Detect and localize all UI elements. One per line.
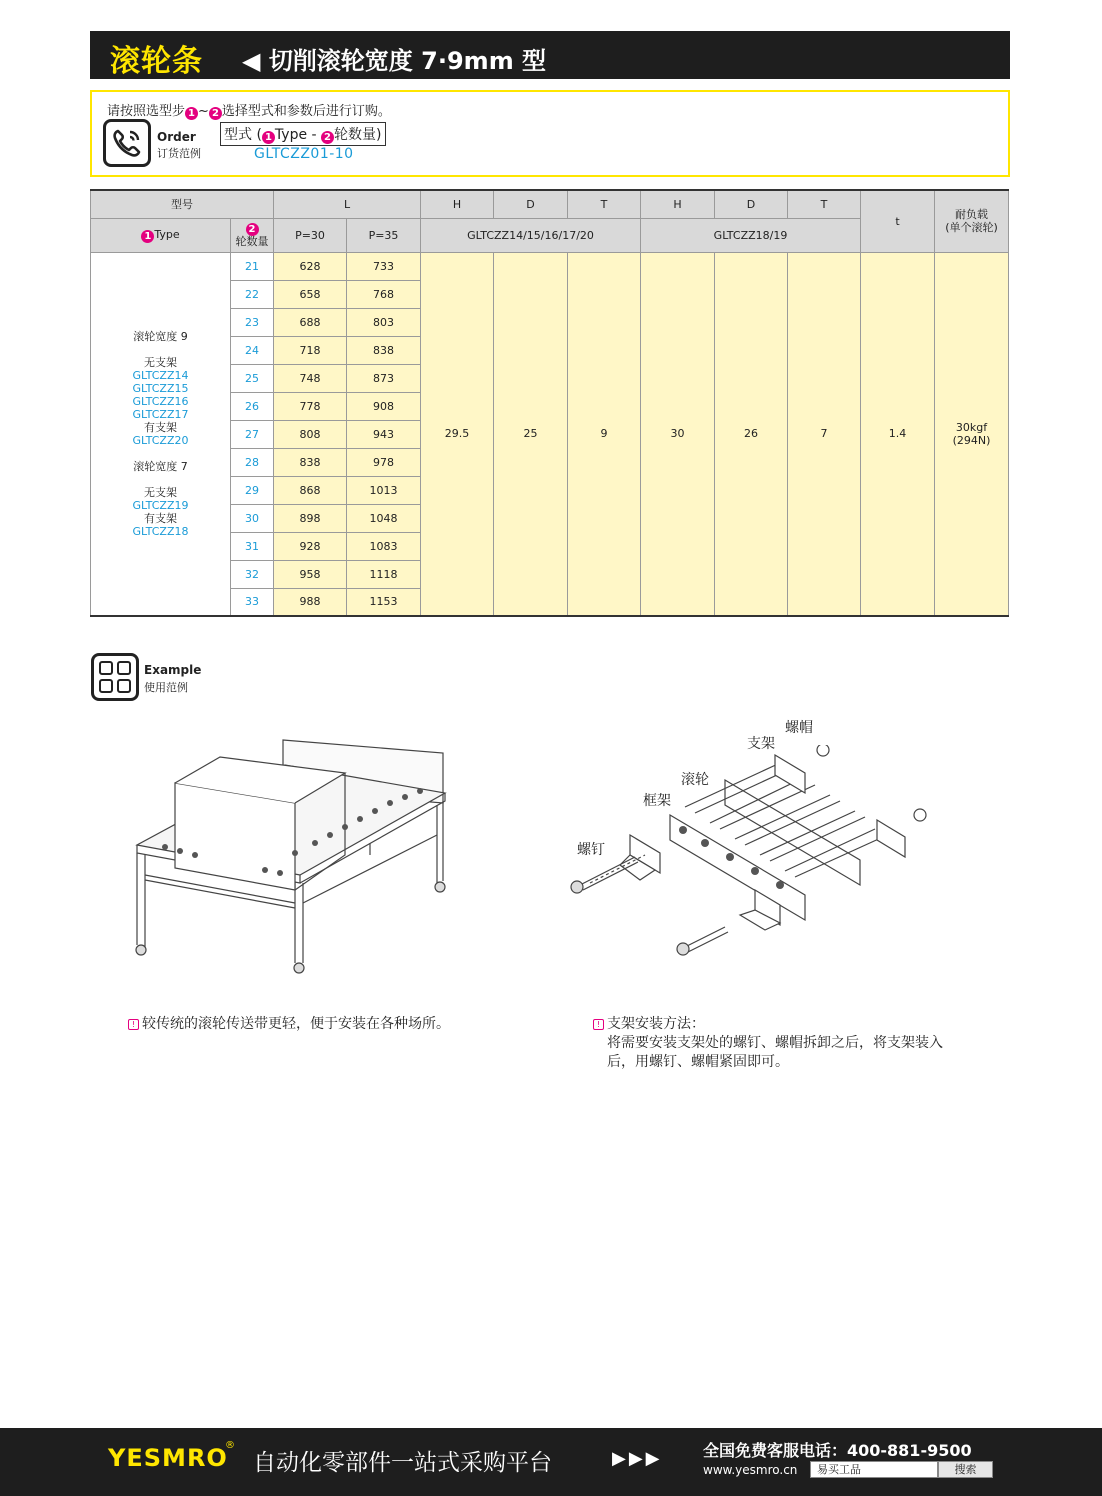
L-p35-cell: 873 bbox=[347, 364, 421, 392]
label-screw: 螺钉 bbox=[577, 842, 605, 858]
L-p35-cell: 803 bbox=[347, 308, 421, 336]
format-type: Type - bbox=[274, 127, 322, 143]
type-line: 无支架 bbox=[144, 355, 177, 369]
L-p30-cell: 898 bbox=[274, 504, 347, 532]
type-line: GLTCZZ17 bbox=[132, 407, 189, 421]
L-p30-cell: 928 bbox=[274, 532, 347, 560]
th-p30: P=30 bbox=[274, 218, 347, 252]
order-format bbox=[220, 122, 386, 146]
note-right-title: 支架安装方法： bbox=[607, 1016, 705, 1032]
qty-cell: 25 bbox=[231, 364, 274, 392]
registered-mark: ® bbox=[225, 1440, 235, 1451]
qty-cell: 29 bbox=[231, 476, 274, 504]
type-line: GLTCZZ16 bbox=[132, 394, 189, 408]
search-button[interactable]: 搜索 bbox=[938, 1461, 993, 1478]
spec-h1-cell: 29.5 bbox=[421, 252, 494, 616]
info-icon: ! bbox=[593, 1019, 604, 1030]
note-left bbox=[128, 1015, 450, 1034]
qty-cell: 33 bbox=[231, 588, 274, 616]
type-line bbox=[91, 343, 230, 356]
L-p35-cell: 1153 bbox=[347, 588, 421, 616]
page-header bbox=[90, 31, 1010, 79]
page-footer bbox=[0, 1428, 1102, 1496]
L-p35-cell: 1083 bbox=[347, 532, 421, 560]
L-p35-cell: 978 bbox=[347, 448, 421, 476]
spec-d2-cell: 26 bbox=[715, 252, 788, 616]
th-load: 耐负载 (单个滚轮) bbox=[935, 190, 1009, 252]
order-example-code: GLTCZZ01-10 bbox=[254, 146, 354, 162]
example-label-cn: 使用范例 bbox=[144, 681, 188, 694]
L-p30-cell: 988 bbox=[274, 588, 347, 616]
type-line: GLTCZZ20 bbox=[132, 433, 189, 447]
L-p35-cell: 838 bbox=[347, 336, 421, 364]
L-p35-cell: 733 bbox=[347, 252, 421, 280]
th-t: t bbox=[861, 190, 935, 252]
qty-cell: 27 bbox=[231, 420, 274, 448]
format-2-badge: 2 bbox=[321, 131, 334, 144]
label-roller: 滚轮 bbox=[681, 772, 709, 788]
grid-cell bbox=[99, 661, 113, 675]
step-1-badge: 1 bbox=[185, 107, 198, 120]
order-label-en: Order bbox=[157, 130, 196, 144]
spec-d1-cell: 25 bbox=[494, 252, 568, 616]
L-p35-cell: 1013 bbox=[347, 476, 421, 504]
L-p30-cell: 808 bbox=[274, 420, 347, 448]
hotline: 全国免费客服电话：400-881-9500 bbox=[703, 1441, 972, 1460]
L-p30-cell: 958 bbox=[274, 560, 347, 588]
th-qty-label: 轮数量 bbox=[235, 235, 269, 248]
table-row bbox=[91, 252, 1009, 280]
th-group2: GLTCZZ18/19 bbox=[641, 218, 861, 252]
spec-table bbox=[90, 189, 1009, 617]
page-title: ◀ 切削滚轮宽度 7·9mm 型 bbox=[242, 47, 547, 75]
L-p30-cell: 658 bbox=[274, 280, 347, 308]
note-left-text: 较传统的滚轮传送带更轻，便于安装在各种场所。 bbox=[142, 1016, 450, 1032]
hint-tilde: ~ bbox=[198, 104, 209, 119]
L-p30-cell: 688 bbox=[274, 308, 347, 336]
format-1-badge: 1 bbox=[262, 131, 275, 144]
grid-cell bbox=[117, 661, 131, 675]
qty-cell: 26 bbox=[231, 392, 274, 420]
th-H1: H bbox=[421, 190, 494, 218]
th-H2: H bbox=[641, 190, 715, 218]
qty-cell: 23 bbox=[231, 308, 274, 336]
order-label-cn: 订货范例 bbox=[157, 147, 201, 160]
spec-t-cell: 1.4 bbox=[861, 252, 935, 616]
type-badge: 1 bbox=[141, 230, 154, 243]
type-line: GLTCZZ19 bbox=[132, 498, 189, 512]
th-type-label: Type bbox=[154, 227, 180, 241]
conveyor-table-illustration bbox=[125, 735, 460, 985]
th-D1: D bbox=[494, 190, 568, 218]
qty-cell: 32 bbox=[231, 560, 274, 588]
th-T2: T bbox=[788, 190, 861, 218]
qty-cell: 31 bbox=[231, 532, 274, 560]
grid-cell bbox=[117, 679, 131, 693]
L-p35-cell: 1048 bbox=[347, 504, 421, 532]
th-D2: D bbox=[715, 190, 788, 218]
example-grid-icon bbox=[91, 653, 139, 701]
roller-bar-exploded-illustration bbox=[565, 745, 945, 965]
note-right-body1: 将需要安装支架处的螺钉、螺帽拆卸之后，将支架装入 bbox=[607, 1035, 943, 1051]
L-p30-cell: 718 bbox=[274, 336, 347, 364]
type-line: GLTCZZ15 bbox=[132, 381, 189, 395]
type-line: 无支架 bbox=[144, 485, 177, 499]
brand-logo: YESMRO bbox=[108, 1444, 228, 1472]
note-right-body2: 后，用螺钉、螺帽紧固即可。 bbox=[607, 1054, 789, 1070]
L-p35-cell: 1118 bbox=[347, 560, 421, 588]
qty-cell: 28 bbox=[231, 448, 274, 476]
L-p30-cell: 868 bbox=[274, 476, 347, 504]
spec-h2-cell: 30 bbox=[641, 252, 715, 616]
phone-icon bbox=[103, 119, 151, 167]
type-line: GLTCZZ14 bbox=[132, 368, 189, 382]
type-line: 有支架 bbox=[144, 420, 177, 434]
L-p35-cell: 768 bbox=[347, 280, 421, 308]
type-line: 滚轮宽度 9 bbox=[133, 329, 188, 343]
type-line: 有支架 bbox=[144, 511, 177, 525]
order-box bbox=[90, 90, 1010, 177]
info-icon: ! bbox=[128, 1019, 139, 1030]
th-T1: T bbox=[568, 190, 641, 218]
th-type bbox=[91, 218, 231, 252]
format-prefix: 型式 ( bbox=[224, 127, 262, 143]
qty-cell: 22 bbox=[231, 280, 274, 308]
spec-load-cell: 30kgf (294N) bbox=[935, 252, 1009, 616]
type-line bbox=[91, 447, 230, 460]
arrows-icon: ▶▶▶ bbox=[612, 1448, 663, 1469]
L-p30-cell: 628 bbox=[274, 252, 347, 280]
L-p35-cell: 908 bbox=[347, 392, 421, 420]
search-input[interactable]: 易买工品 bbox=[810, 1461, 938, 1478]
L-p30-cell: 778 bbox=[274, 392, 347, 420]
qty-badge: 2 bbox=[246, 223, 259, 236]
site-url[interactable]: www.yesmro.cn bbox=[703, 1463, 798, 1477]
L-p35-cell: 943 bbox=[347, 420, 421, 448]
type-line: 滚轮宽度 7 bbox=[133, 459, 188, 473]
type-list-cell bbox=[91, 252, 231, 616]
footer-slogan: 自动化零部件一站式采购平台 bbox=[253, 1450, 552, 1476]
note-right bbox=[593, 1015, 943, 1072]
label-frame: 框架 bbox=[643, 793, 671, 809]
grid-cell bbox=[99, 679, 113, 693]
spec-t1-cell: 9 bbox=[568, 252, 641, 616]
L-p30-cell: 748 bbox=[274, 364, 347, 392]
category-title: 滚轮条 bbox=[110, 44, 203, 79]
format-suffix: 轮数量) bbox=[334, 127, 382, 143]
label-nut: 螺帽 bbox=[785, 720, 813, 736]
qty-cell: 21 bbox=[231, 252, 274, 280]
th-model: 型号 bbox=[91, 190, 274, 218]
type-line: GLTCZZ18 bbox=[132, 524, 189, 538]
th-L: L bbox=[274, 190, 421, 218]
spec-t2-cell: 7 bbox=[788, 252, 861, 616]
hint-prefix: 请按照选型步 bbox=[107, 104, 186, 119]
hint-suffix: 选择型式和参数后进行订购。 bbox=[221, 104, 391, 119]
example-label-en: Example bbox=[144, 663, 202, 677]
th-qty bbox=[231, 218, 274, 252]
qty-cell: 24 bbox=[231, 336, 274, 364]
label-bracket: 支架 bbox=[747, 736, 775, 752]
type-line bbox=[91, 473, 230, 486]
step-2-badge: 2 bbox=[209, 107, 222, 120]
order-hint bbox=[107, 100, 391, 120]
th-p35: P=35 bbox=[347, 218, 421, 252]
qty-cell: 30 bbox=[231, 504, 274, 532]
L-p30-cell: 838 bbox=[274, 448, 347, 476]
th-group1: GLTCZZ14/15/16/17/20 bbox=[421, 218, 641, 252]
